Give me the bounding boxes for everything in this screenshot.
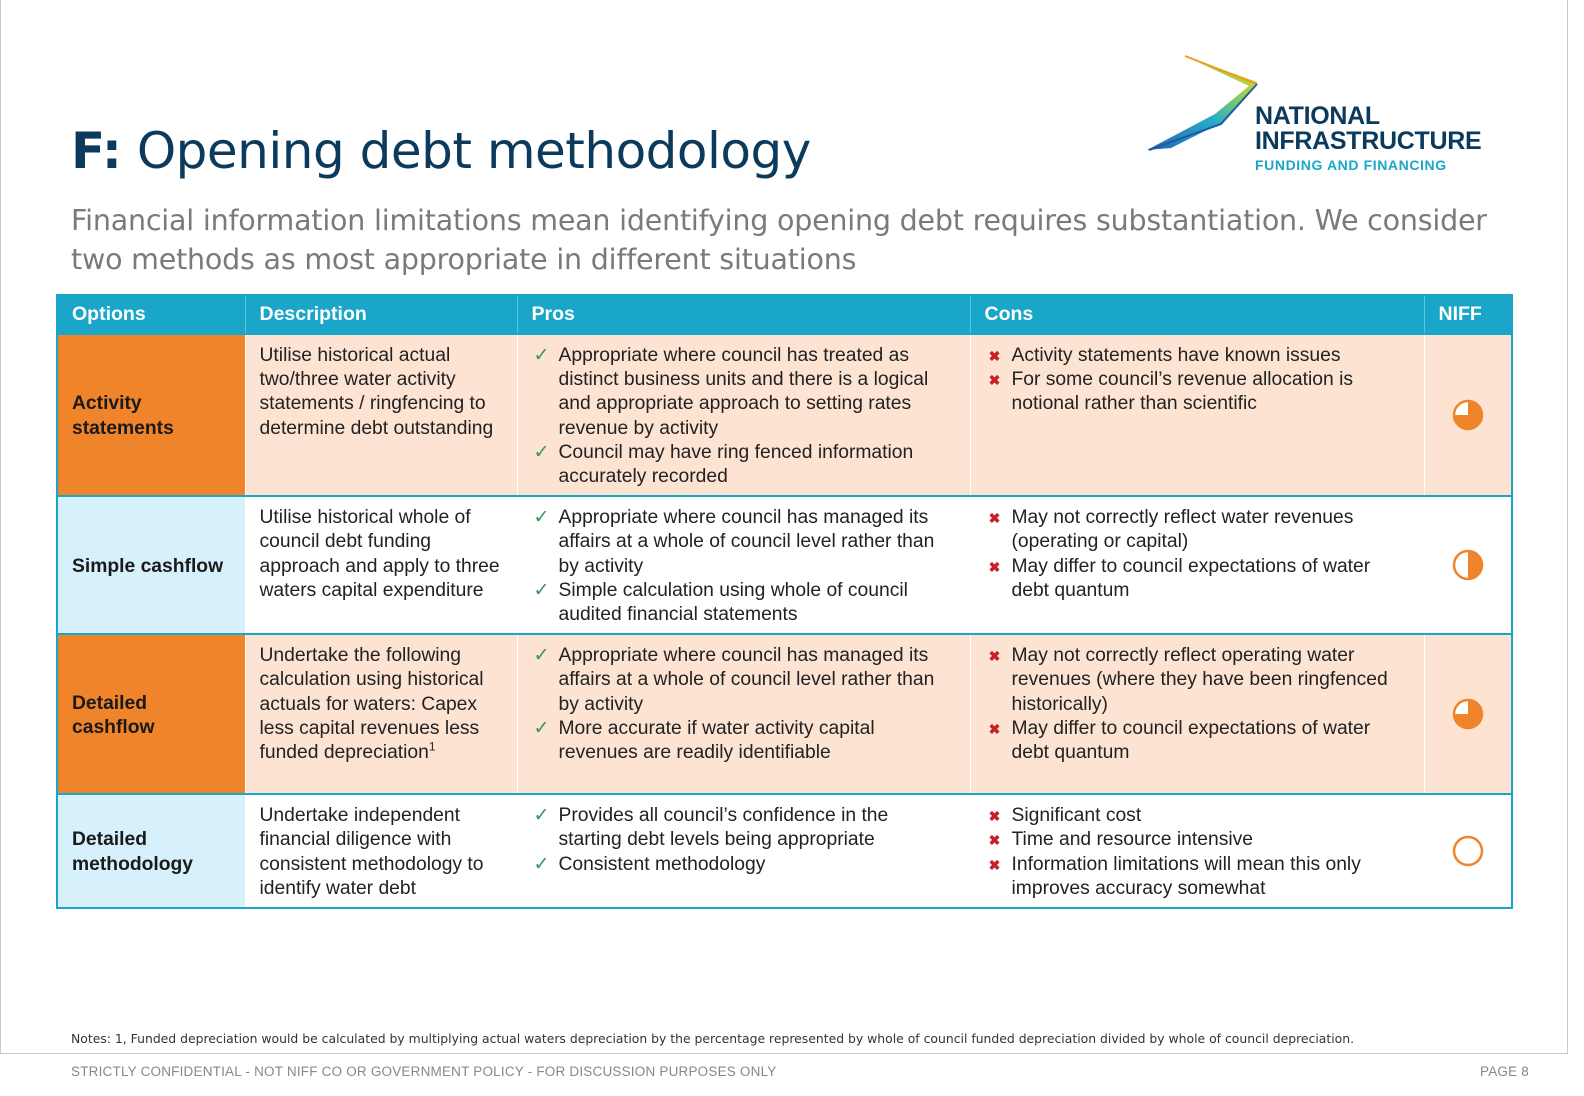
niff-logo — [1145, 52, 1505, 177]
confidential-notice: STRICTLY CONFIDENTIAL - NOT NIFF CO OR GOVERNMENT POLICY - FOR DISCUSSION PURPOSES ONLY — [71, 1064, 777, 1079]
con-text: Significant cost — [1011, 805, 1142, 827]
pro-text: Consistent methodology — [558, 853, 766, 875]
cross-icon: ✖ — [988, 720, 1001, 737]
pros-list — [532, 506, 956, 627]
cons-list — [985, 344, 1410, 417]
description-text: Undertake independent financial diligence with consistent methodology to identify water debt — [259, 805, 484, 899]
pros-cell — [517, 634, 970, 794]
description-cell — [245, 496, 517, 634]
con-text: May differ to council expectations of water debt quantum — [1011, 717, 1371, 764]
cons-list — [985, 644, 1410, 765]
cross-icon: ✖ — [988, 648, 1001, 665]
list-item — [532, 804, 956, 852]
list-item — [985, 368, 1410, 416]
logo-line-national: NATIONAL — [1255, 102, 1380, 130]
logo-mark-icon — [1145, 52, 1265, 157]
table-row — [57, 794, 1512, 908]
list-item — [985, 344, 1410, 368]
pro-text: Appropriate where council has managed its affairs at a whole of council level rather than by activity — [558, 507, 935, 577]
check-icon: ✓ — [533, 645, 550, 667]
description-cell — [245, 634, 517, 794]
pros-cell — [517, 794, 970, 908]
title-text: Opening debt methodology — [136, 122, 811, 180]
cross-icon: ✖ — [988, 856, 1001, 873]
title-prefix: F: — [71, 122, 122, 180]
description-cell — [245, 794, 517, 908]
check-icon: ✓ — [533, 853, 550, 875]
description-text: Utilise historical actual two/three water activity statements / ringfencing to determine debt outstanding — [259, 345, 494, 439]
list-item — [532, 579, 956, 627]
header-description: Description — [245, 295, 517, 334]
niff-rating-cell — [1424, 496, 1512, 634]
pros-list — [532, 344, 956, 489]
con-text: May not correctly reflect operating water revenues (where they have been ringfenced historically) — [1011, 645, 1388, 715]
pros-list — [532, 644, 956, 765]
list-item — [532, 644, 956, 717]
con-text: Activity statements have known issues — [1011, 345, 1341, 366]
cross-icon: ✖ — [988, 832, 1001, 849]
cross-icon: ✖ — [988, 348, 1001, 364]
options-table — [56, 294, 1513, 909]
header-niff: NIFF — [1424, 295, 1512, 334]
cross-icon: ✖ — [988, 372, 1001, 389]
harvey-ball-icon — [1451, 398, 1485, 432]
list-item — [532, 717, 956, 765]
con-text: For some council’s revenue allocation is notional rather than scientific — [1011, 369, 1354, 415]
pro-text: Simple calculation using whole of council audited financial statements — [558, 579, 908, 626]
logo-wordmark — [1255, 104, 1481, 176]
table-row — [57, 334, 1512, 496]
description-text: Undertake the following calculation using historical actuals for waters: Capex less capital revenues less funded depreciation — [259, 645, 484, 764]
cross-icon: ✖ — [988, 808, 1001, 825]
option-cell: Activity statements — [57, 334, 245, 496]
harvey-ball-icon — [1451, 834, 1485, 868]
page-subtitle: Financial information limitations mean identifying opening debt requires substantiation. We consider two methods as most appropriate in different situations — [71, 204, 1487, 276]
header-cons: Cons — [970, 295, 1424, 334]
option-cell: Simple cashflow — [57, 496, 245, 634]
con-text: Information limitations will mean this only improves accuracy somewhat — [1011, 853, 1361, 899]
cross-icon: ✖ — [988, 510, 1001, 527]
list-item — [532, 441, 956, 489]
description-text: Utilise historical whole of council debt funding approach and apply to three waters capital expenditure — [259, 507, 500, 601]
cons-list — [985, 506, 1410, 603]
pro-text: More accurate if water activity capital revenues are readily identifiable — [558, 717, 875, 764]
header-options: Options — [57, 295, 245, 334]
list-item — [985, 828, 1410, 852]
list-item — [985, 555, 1410, 603]
logo-line-infrastructure: INFRASTRUCTURE — [1255, 127, 1482, 155]
table-row — [57, 634, 1512, 794]
harvey-ball-icon — [1451, 697, 1485, 731]
cons-cell — [970, 634, 1424, 794]
niff-rating-cell — [1424, 634, 1512, 794]
description-cell — [245, 334, 517, 496]
check-icon: ✓ — [533, 507, 550, 529]
niff-rating-cell — [1424, 794, 1512, 908]
check-icon: ✓ — [533, 579, 550, 601]
list-item — [985, 506, 1410, 554]
page-title — [71, 122, 811, 180]
footnote: Notes: 1, Funded depreciation would be calculated by multiplying actual waters depreciation by the percentage represented by whole of council funded depreciation divided by whole of council depreciation. — [71, 1031, 1355, 1046]
cons-cell — [970, 334, 1424, 496]
list-item — [532, 506, 956, 579]
con-text: May differ to council expectations of water debt quantum — [1011, 555, 1371, 601]
cons-cell — [970, 794, 1424, 908]
pro-text: Appropriate where council has treated as distinct business units and there is a logical and appropriate approach to setting rates revenue by activity — [558, 345, 929, 439]
list-item — [532, 853, 956, 877]
check-icon: ✓ — [533, 717, 550, 739]
option-cell: Detailed methodology — [57, 794, 245, 908]
con-text: Time and resource intensive — [1011, 829, 1253, 851]
cons-list — [985, 804, 1410, 901]
pro-text: Council may have ring fenced information accurately recorded — [558, 441, 914, 488]
harvey-ball-icon — [1451, 548, 1485, 582]
table-body — [57, 334, 1512, 908]
option-cell: Detailed cashflow — [57, 634, 245, 794]
cons-cell — [970, 496, 1424, 634]
list-item — [985, 804, 1410, 828]
pros-list — [532, 804, 956, 877]
logo-line-funding: FUNDING AND FINANCING — [1255, 157, 1447, 173]
pro-text: Appropriate where council has managed its affairs at a whole of council level rather than by activity — [558, 645, 935, 715]
pros-cell — [517, 334, 970, 496]
check-icon: ✓ — [533, 441, 550, 463]
pros-cell — [517, 496, 970, 634]
niff-rating-cell — [1424, 334, 1512, 496]
cross-icon: ✖ — [988, 558, 1001, 575]
header-pros: Pros — [517, 295, 970, 334]
table-header-row — [57, 295, 1512, 334]
check-icon: ✓ — [533, 345, 550, 366]
page-number: PAGE 8 — [1480, 1064, 1529, 1079]
list-item — [532, 344, 956, 441]
check-icon: ✓ — [533, 805, 550, 827]
footnote-marker: 1 — [428, 739, 436, 754]
pro-text: Provides all council’s confidence in the starting debt levels being appropriate — [558, 805, 889, 851]
table-row — [57, 496, 1512, 634]
list-item — [985, 853, 1410, 901]
list-item — [985, 644, 1410, 717]
list-item — [985, 717, 1410, 765]
con-text: May not correctly reflect water revenues (operating or capital) — [1011, 507, 1354, 553]
